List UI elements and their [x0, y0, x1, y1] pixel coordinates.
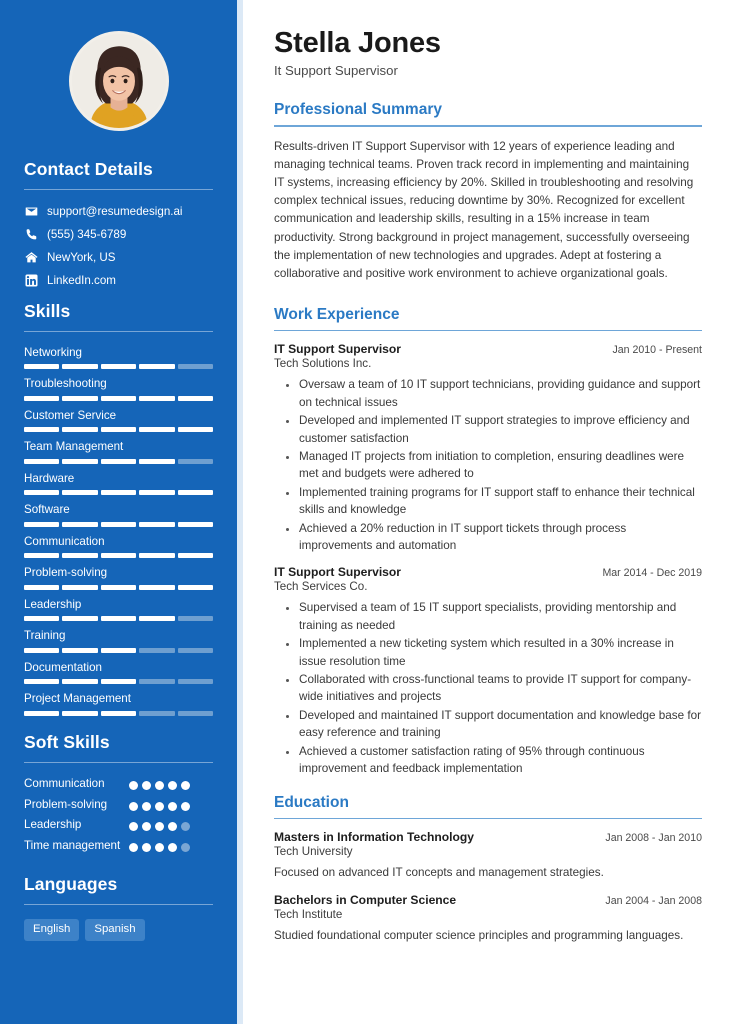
skill-level-bar: [24, 522, 213, 527]
contact-item-location[interactable]: [24, 250, 213, 264]
skill-level-bar: [24, 553, 213, 558]
contact-item-email[interactable]: [24, 204, 213, 218]
rating-dot: [181, 843, 190, 852]
skill-item: [24, 566, 213, 589]
skill-bar-segment: [139, 459, 174, 464]
skill-bar-segment: [139, 553, 174, 558]
skill-bar-segment: [178, 427, 213, 432]
skill-label: Leadership: [24, 597, 82, 611]
skill-item: [24, 629, 213, 652]
experience-company: Tech Services Co.: [274, 580, 368, 594]
skill-bar-segment: [62, 553, 97, 558]
skill-bar-segment: [178, 522, 213, 527]
soft-skill-rating: [129, 777, 191, 790]
experience-company: Tech Solutions Inc.: [274, 357, 372, 371]
job-title: It Support Supervisor: [274, 63, 398, 79]
skill-label: Communication: [24, 534, 105, 548]
skill-bar-segment: [101, 553, 136, 558]
skill-level-bar: [24, 427, 213, 432]
skill-label: Hardware: [24, 471, 75, 485]
section-heading-experience: Work Experience: [274, 305, 400, 323]
skill-bar-segment: [24, 490, 59, 495]
rating-dot: [129, 822, 138, 831]
soft-skills-heading: Soft Skills: [24, 731, 110, 752]
list-item: • Collaborated with cross-functional teams to provide IT support for company-wide initiatives and projects: [299, 671, 702, 705]
rating-dot: [181, 802, 190, 811]
skill-bar-segment: [139, 648, 174, 653]
skill-label: Project Management: [24, 692, 131, 706]
skill-bar-segment: [178, 648, 213, 653]
skill-label: Software: [24, 503, 70, 517]
rating-dot: [129, 781, 138, 790]
rating-dot: [168, 802, 177, 811]
education-degree: Masters in Information Technology: [274, 830, 475, 844]
list-item: • Supervised a team of 15 IT support specialists, providing mentorship and training as needed: [299, 599, 702, 633]
experience-entry-header: [274, 565, 702, 579]
rating-dot: [168, 781, 177, 790]
list-item: • Achieved a 20% reduction in IT support tickets through process improvements and automation: [299, 520, 702, 554]
skill-bar-segment: [101, 459, 136, 464]
languages-list: [24, 919, 213, 941]
skill-label: Customer Service: [24, 408, 117, 422]
soft-skill-rating: [129, 839, 191, 852]
skill-bar-segment: [24, 364, 59, 369]
skill-bar-segment: [139, 585, 174, 590]
contact-value-linkedin: LinkedIn.com: [47, 273, 116, 287]
skill-bar-segment: [101, 522, 136, 527]
skill-bar-segment: [101, 396, 136, 401]
experience-title: IT Support Supervisor: [274, 565, 401, 580]
skill-bar-segment: [178, 679, 213, 684]
experience-entry-header: [274, 342, 702, 356]
skill-bar-segment: [62, 396, 97, 401]
contact-value-phone: (555) 345-6789: [47, 227, 127, 241]
section-divider-experience: [274, 330, 702, 332]
list-item: • Developed and implemented IT support strategies to improve efficiency and customer satisfaction: [299, 412, 702, 446]
skill-bar-segment: [62, 679, 97, 684]
skill-bar-segment: [178, 711, 213, 716]
skill-level-bar: [24, 679, 213, 684]
education-entry-header: [274, 830, 702, 844]
main-content: [243, 0, 730, 1024]
skill-bar-segment: [101, 711, 136, 716]
list-item: • Managed IT projects from initiation to completion, ensuring deadlines were met and budgets were adhered to: [299, 448, 702, 482]
avatar-illustration: [72, 34, 166, 128]
rating-dot: [142, 843, 151, 852]
experience-date: Jan 2010 - Present: [612, 344, 702, 357]
contact-value-email: support@resumedesign.ai: [47, 204, 183, 218]
page-title: Stella Jones: [274, 27, 441, 59]
skill-level-bar: [24, 459, 213, 464]
skill-item: [24, 503, 213, 526]
skill-label: Training: [24, 629, 66, 643]
soft-skill-label: Communication: [24, 776, 105, 790]
skill-label: Networking: [24, 346, 82, 359]
sidebar: [0, 0, 237, 1024]
soft-skill-item: [24, 839, 213, 854]
soft-skill-rating: [129, 818, 191, 831]
skills-divider: [24, 331, 213, 332]
skill-bar-segment: [101, 648, 136, 653]
skill-item: [24, 692, 213, 715]
skill-bar-segment: [24, 522, 59, 527]
soft-skill-label: Leadership: [24, 818, 82, 832]
skill-item: [24, 346, 213, 369]
skill-bar-segment: [139, 427, 174, 432]
soft-skill-item: [24, 798, 213, 813]
section-heading-education: Education: [274, 793, 349, 811]
education-date: Jan 2004 - Jan 2008: [605, 894, 702, 907]
contact-item-linkedin[interactable]: [24, 273, 213, 287]
list-item: • Developed and maintained IT support documentation and knowledge base for easy reference and training: [299, 707, 702, 741]
skill-bar-segment: [178, 585, 213, 590]
soft-skill-label: Problem-solving: [24, 797, 108, 811]
skill-item: [24, 661, 213, 684]
skill-item: [24, 472, 213, 495]
skill-bar-segment: [101, 585, 136, 590]
contact-heading: Contact Details: [24, 159, 153, 179]
skill-label: Troubleshooting: [24, 377, 107, 391]
skill-item: [24, 440, 213, 463]
section-heading-summary: Professional Summary: [274, 101, 442, 119]
skill-bar-segment: [62, 459, 97, 464]
experience-bullets: [290, 599, 702, 777]
avatar: [69, 31, 169, 131]
section-divider-summary: [274, 125, 702, 127]
skill-bar-segment: [101, 616, 136, 621]
skill-bar-segment: [24, 553, 59, 558]
skill-item: [24, 535, 213, 558]
education-list: [274, 830, 702, 944]
education-degree: Bachelors in Computer Science: [274, 892, 457, 907]
skill-bar-segment: [62, 490, 97, 495]
rating-dot: [155, 843, 164, 852]
linkedin-icon: [24, 273, 38, 287]
skill-bar-segment: [178, 459, 213, 464]
education-entry: [274, 893, 702, 945]
skill-bar-segment: [178, 616, 213, 621]
languages-heading: Languages: [24, 874, 118, 895]
soft-skill-item: [24, 818, 213, 833]
skill-bar-segment: [139, 522, 174, 527]
skill-bar-segment: [101, 490, 136, 495]
skill-bar-segment: [178, 553, 213, 558]
skill-label: Team Management: [24, 440, 124, 454]
list-item: • Oversaw a team of 10 IT support technicians, providing guidance and support on technical issues: [299, 376, 702, 410]
skill-bar-segment: [24, 648, 59, 653]
experience-list: [274, 342, 702, 777]
rating-dot: [181, 781, 190, 790]
skill-level-bar: [24, 711, 213, 716]
soft-skills-divider: [24, 762, 213, 763]
skills-list: [24, 346, 213, 716]
rating-dot: [181, 822, 190, 831]
contact-list: [24, 204, 213, 287]
skill-bar-segment: [139, 679, 174, 684]
rating-dot: [168, 843, 177, 852]
language-tag: Spanish: [85, 919, 144, 941]
phone-icon: [24, 227, 38, 241]
home-icon: [24, 250, 38, 264]
education-date: Jan 2008 - Jan 2010: [605, 832, 702, 844]
skill-bar-segment: [101, 364, 136, 369]
list-item: • Achieved a customer satisfaction rating of 95% through continuous improvement and feedback implementation: [299, 743, 702, 777]
skill-bar-segment: [178, 490, 213, 495]
rating-dot: [155, 822, 164, 831]
soft-skill-rating: [129, 798, 191, 811]
language-tag: English: [24, 919, 79, 941]
education-description: Studied foundational computer science principles and programming languages.: [274, 928, 684, 942]
contact-value-location: NewYork, US: [47, 250, 116, 264]
skill-bar-segment: [62, 585, 97, 590]
skill-bar-segment: [24, 459, 59, 464]
skill-bar-segment: [139, 396, 174, 401]
education-school: Tech University: [274, 845, 353, 858]
education-description: Focused on advanced IT concepts and management strategies.: [274, 866, 604, 879]
experience-date: Mar 2014 - Dec 2019: [602, 567, 702, 580]
skill-bar-segment: [139, 364, 174, 369]
profile-photo-wrap: [24, 0, 213, 155]
skill-bar-segment: [62, 427, 97, 432]
soft-skills-list: [24, 777, 213, 854]
skill-bar-segment: [62, 522, 97, 527]
skill-bar-segment: [62, 616, 97, 621]
list-item: • Implemented a new ticketing system which resulted in a 30% increase in issue resolution time: [299, 635, 702, 669]
skill-bar-segment: [24, 427, 59, 432]
contact-divider: [24, 189, 213, 190]
skill-bar-segment: [24, 711, 59, 716]
rating-dot: [168, 822, 177, 831]
rating-dot: [142, 802, 151, 811]
skill-bar-segment: [178, 364, 213, 369]
skill-level-bar: [24, 585, 213, 590]
rating-dot: [142, 822, 151, 831]
envelope-icon: [24, 204, 38, 218]
skill-level-bar: [24, 616, 213, 621]
experience-bullets: [290, 376, 702, 554]
rating-dot: [142, 781, 151, 790]
experience-title: IT Support Supervisor: [274, 342, 401, 357]
skill-bar-segment: [24, 585, 59, 590]
soft-skill-label: Time management: [24, 839, 121, 853]
skill-bar-segment: [24, 396, 59, 401]
summary-text: Results-driven IT Support Supervisor with 12 years of experience leading and managing technical teams. Proven track record in implementing and maintaining IT systems, increasing efficiency by 20%. Skilled in troubleshooting and resolving complex technical issues, reducing downtime by 30%. Recognized for excellent communication and leadership skills, resulting in a 15% increase in team productivity. Strong background in project management, successfully overseeing the implementation of new technologies and upgrades. Adept at fostering a collaborative and positive work environment to achieve organizational goals.: [274, 139, 694, 280]
skill-bar-segment: [101, 427, 136, 432]
experience-entry: [274, 342, 702, 554]
skill-bar-segment: [139, 616, 174, 621]
skill-bar-segment: [62, 364, 97, 369]
skill-label: Documentation: [24, 660, 102, 674]
education-school: Tech Institute: [274, 907, 343, 921]
rating-dot: [129, 843, 138, 852]
rating-dot: [155, 802, 164, 811]
skill-bar-segment: [139, 711, 174, 716]
skill-item: [24, 409, 213, 432]
rating-dot: [155, 781, 164, 790]
skill-bar-segment: [24, 616, 59, 621]
education-entry-header: [274, 893, 702, 907]
skill-level-bar: [24, 648, 213, 653]
skill-bar-segment: [62, 648, 97, 653]
skill-level-bar: [24, 364, 213, 369]
skills-heading: Skills: [24, 301, 71, 321]
skill-level-bar: [24, 396, 213, 401]
contact-item-phone[interactable]: [24, 227, 213, 241]
skill-bar-segment: [178, 396, 213, 401]
experience-entry: [274, 565, 702, 777]
education-entry: [274, 830, 702, 882]
rating-dot: [129, 802, 138, 811]
skill-bar-segment: [62, 711, 97, 716]
skill-bar-segment: [101, 679, 136, 684]
skill-label: Problem-solving: [24, 566, 108, 580]
soft-skill-item: [24, 777, 213, 792]
skill-bar-segment: [139, 490, 174, 495]
skill-level-bar: [24, 490, 213, 495]
skill-item: [24, 377, 213, 400]
languages-divider: [24, 904, 213, 905]
section-divider-education: [274, 818, 702, 820]
skill-item: [24, 598, 213, 621]
skill-bar-segment: [24, 679, 59, 684]
list-item: • Implemented training programs for IT support staff to enhance their technical skills and knowledge: [299, 484, 702, 518]
